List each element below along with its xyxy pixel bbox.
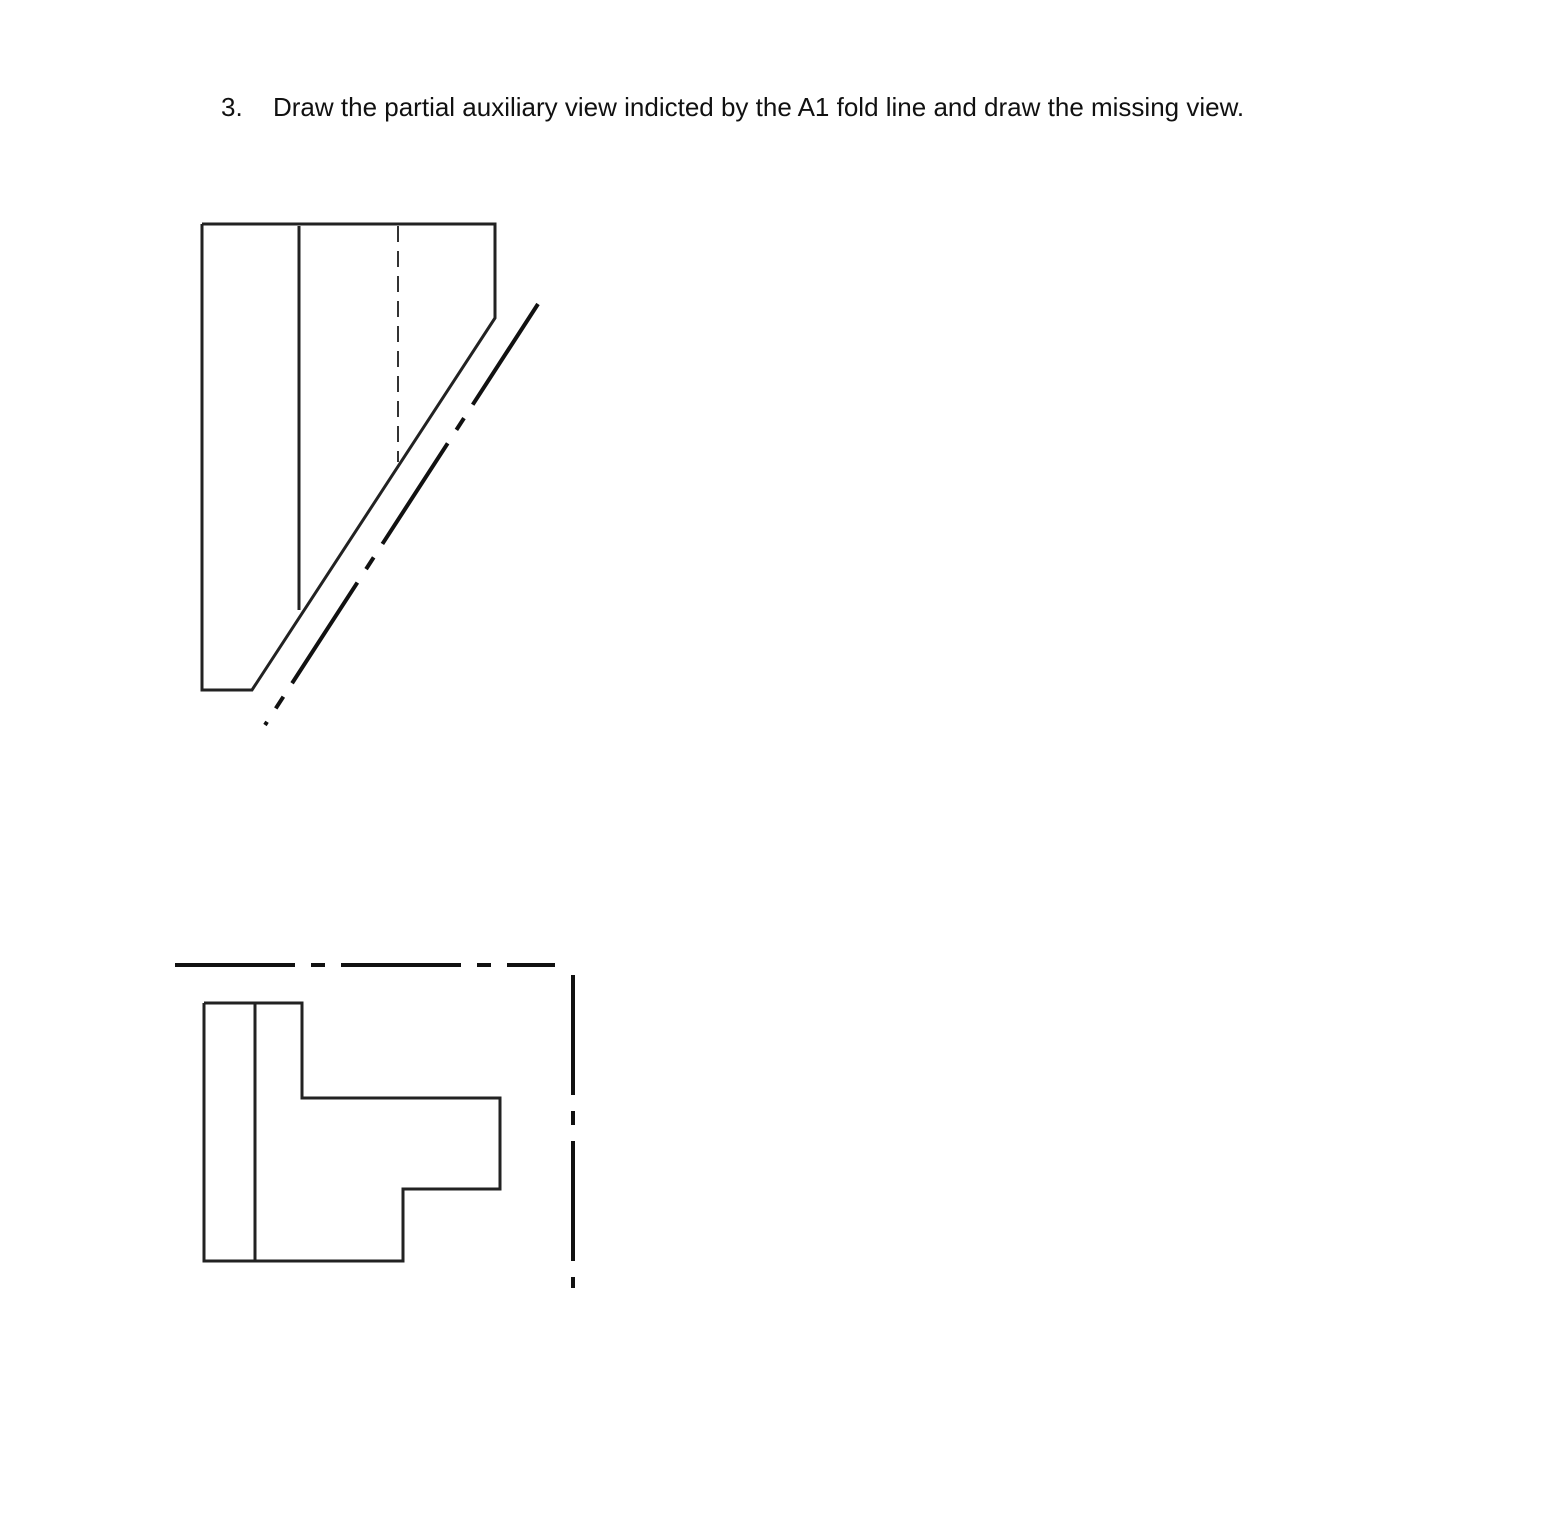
top-view [204, 1003, 500, 1261]
question-number: 3. [221, 92, 243, 122]
front-view [202, 224, 495, 690]
question-text: Draw the partial auxiliary view indicted by the A1 fold line and draw the missing view. [273, 92, 1245, 122]
top-view-outline [204, 1003, 500, 1261]
a1-fold-line [265, 304, 538, 725]
front-view-outline [202, 224, 495, 690]
